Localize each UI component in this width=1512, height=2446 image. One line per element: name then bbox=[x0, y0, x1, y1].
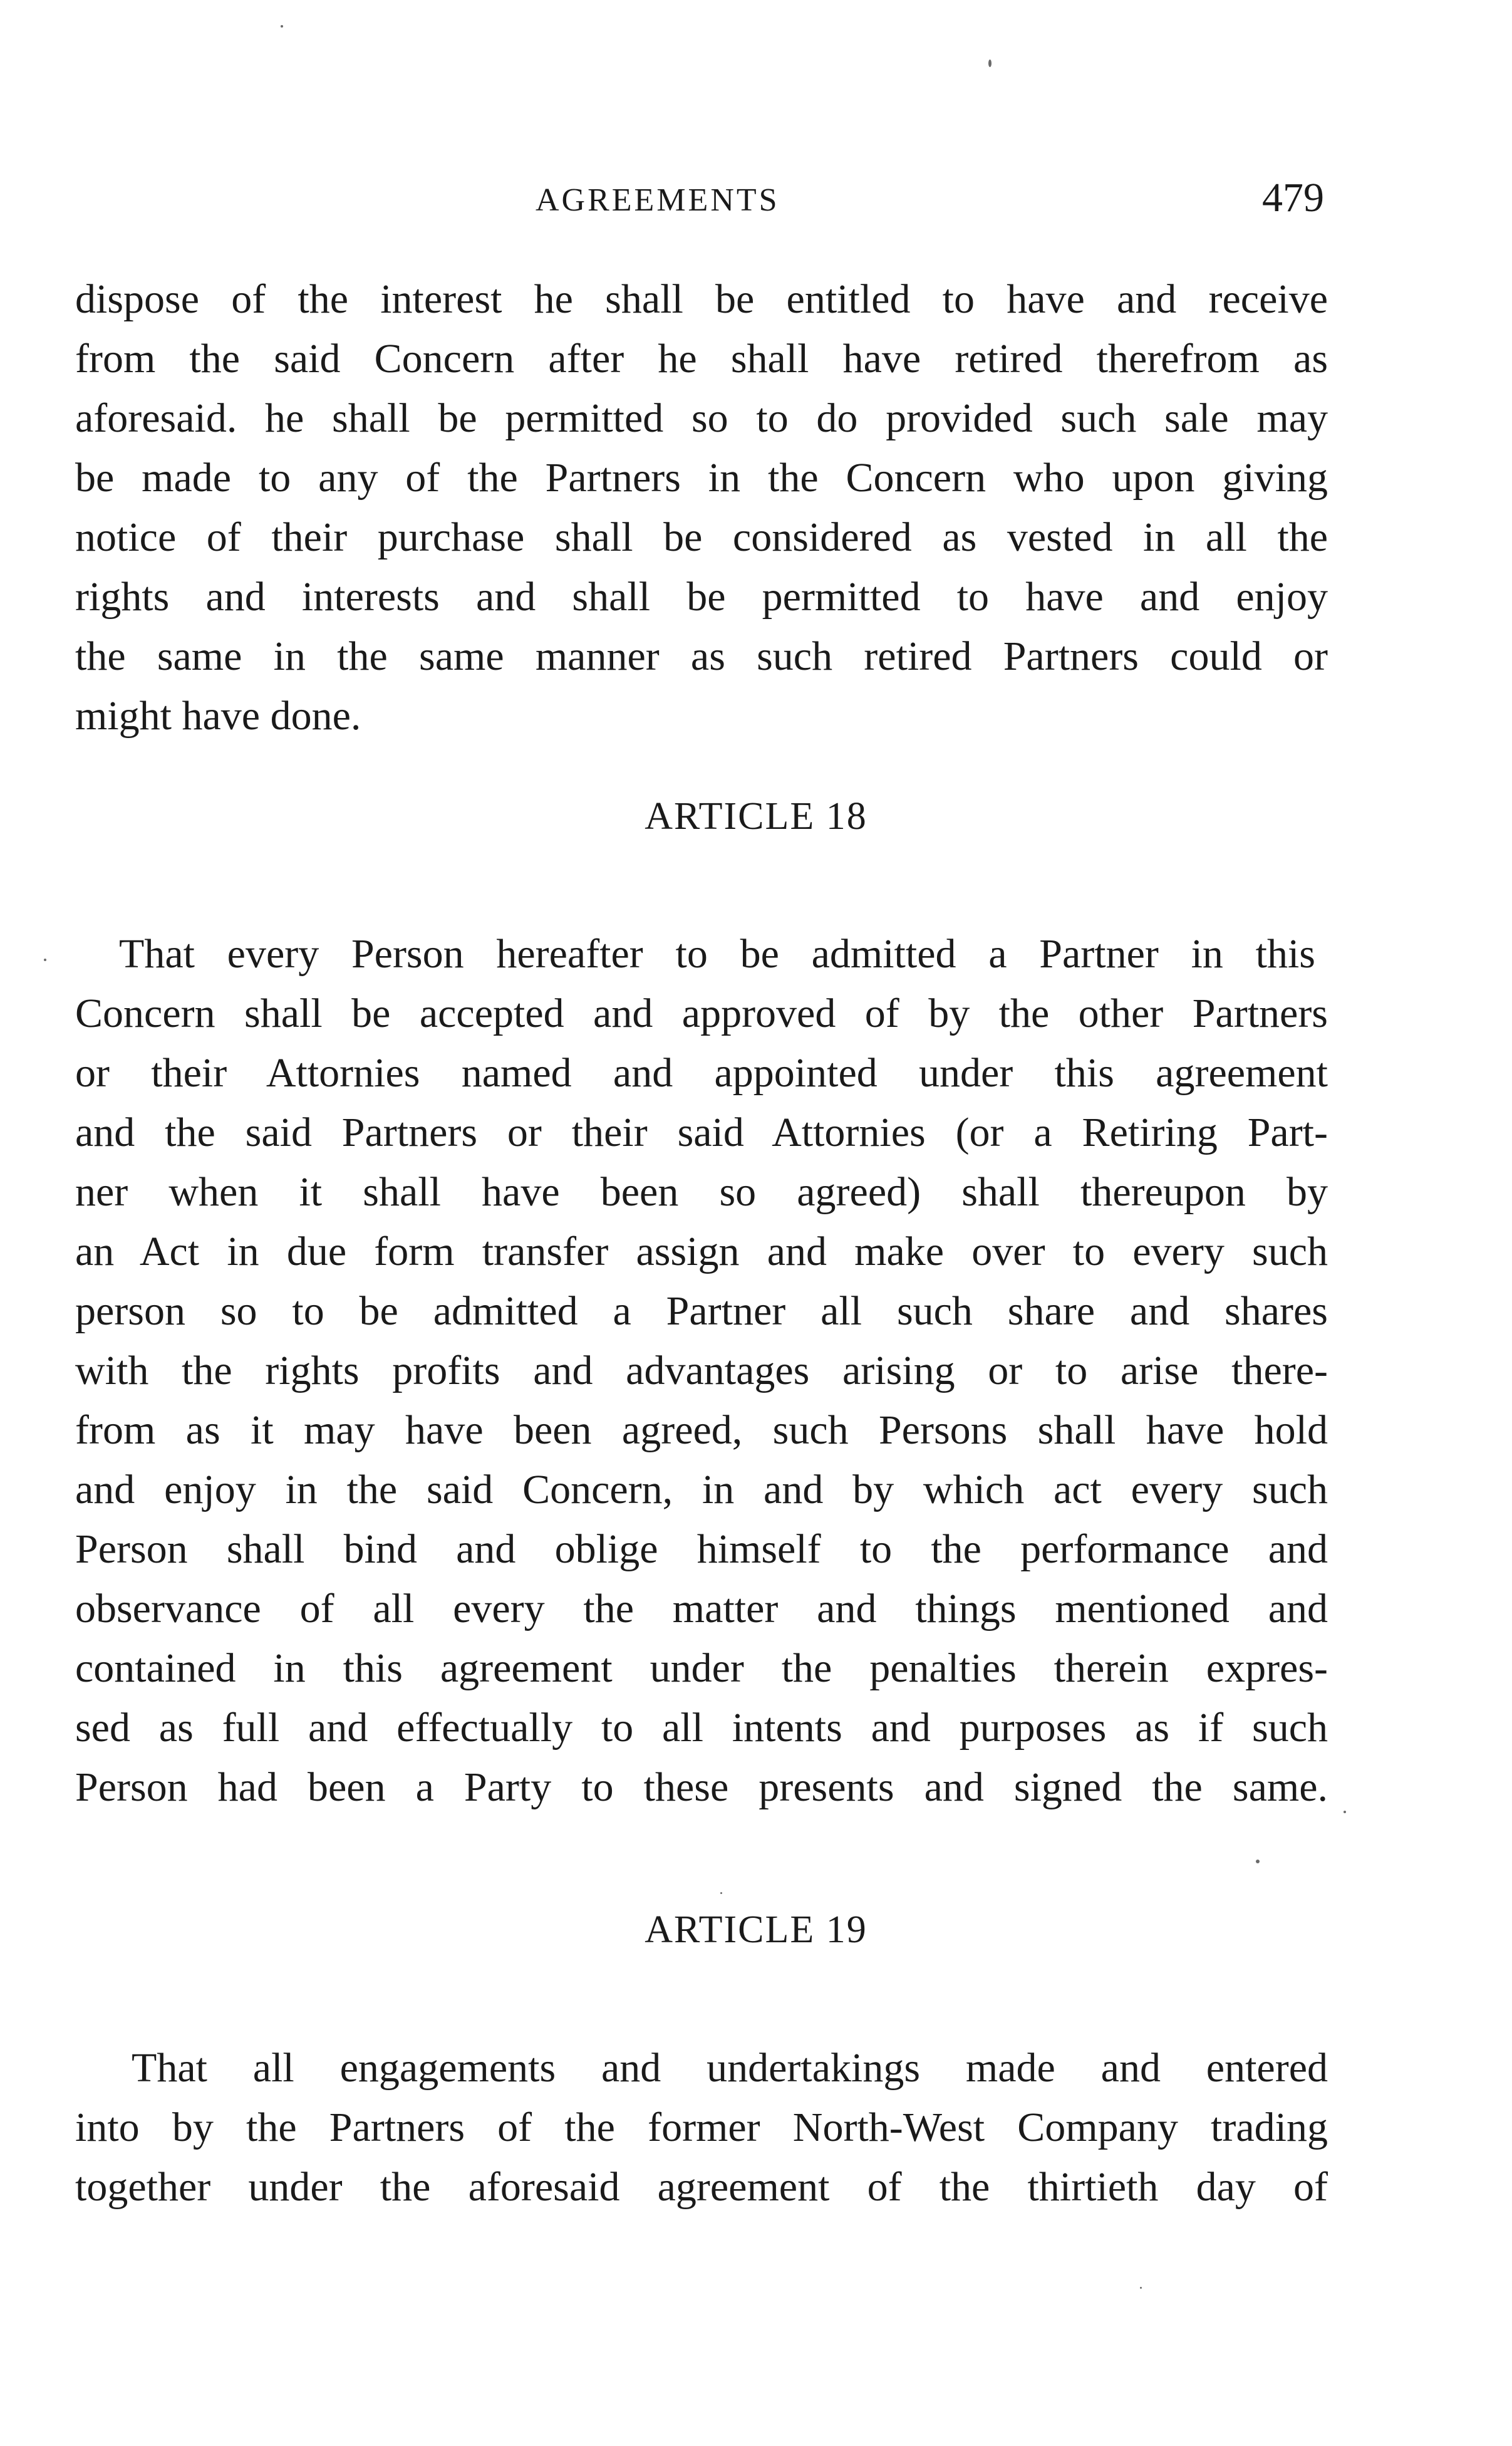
text-line: into by the Partners of the former North-West Company trading bbox=[75, 2105, 1328, 2150]
text-line: aforesaid. he shall be permitted so to do provided such sale may bbox=[75, 395, 1328, 441]
article-18-heading: ARTICLE 18 bbox=[645, 795, 867, 838]
text-line: dispose of the interest he shall be entitled to have and receive bbox=[75, 276, 1328, 322]
text-line: That all engagements and undertakings made and entered bbox=[132, 2045, 1328, 2091]
scan-speck bbox=[1344, 1811, 1346, 1813]
text-line: rights and interests and shall be permitted to have and enjoy bbox=[75, 574, 1328, 620]
article-19-heading: ARTICLE 19 bbox=[645, 1908, 867, 1951]
text-line: Concern shall be accepted and approved of by the other Partners bbox=[75, 991, 1328, 1036]
scan-speck bbox=[720, 1892, 722, 1894]
scan-speck bbox=[988, 60, 992, 67]
text-line: and the said Partners or their said Attornies (or a Retiring Part- bbox=[75, 1110, 1328, 1155]
text-line: might have done. bbox=[75, 693, 361, 739]
text-line: sed as full and effectually to all intents and purposes as if such bbox=[75, 1705, 1328, 1751]
text-line: Person had been a Party to these presents and signed the same. bbox=[75, 1764, 1328, 1810]
text-line: or their Attornies named and appointed under this agreement bbox=[75, 1050, 1328, 1096]
text-line: Person shall bind and oblige himself to the performance and bbox=[75, 1526, 1328, 1572]
text-line: observance of all every the matter and things mentioned and bbox=[75, 1586, 1328, 1632]
scan-speck bbox=[44, 959, 46, 961]
text-line: ner when it shall have been so agreed) shall thereupon by bbox=[75, 1169, 1328, 1215]
scan-speck bbox=[281, 25, 283, 28]
text-line: from as it may have been agreed, such Persons shall have hold bbox=[75, 1407, 1328, 1453]
text-line: together under the aforesaid agreement of the thirtieth day of bbox=[75, 2164, 1328, 2210]
text-line: an Act in due form transfer assign and make over to every such bbox=[75, 1229, 1328, 1274]
text-line: the same in the same manner as such retired Partners could or bbox=[75, 633, 1328, 679]
text-line: with the rights profits and advantages arising or to arise there- bbox=[75, 1348, 1328, 1393]
text-line: person so to be admitted a Partner all such share and shares bbox=[75, 1288, 1328, 1334]
text-line: contained in this agreement under the penalties therein expres- bbox=[75, 1645, 1328, 1691]
page-number: 479 bbox=[1262, 175, 1324, 221]
text-line: notice of their purchase shall be considered as vested in all the bbox=[75, 514, 1328, 560]
scan-speck bbox=[1256, 1860, 1260, 1863]
running-head: AGREEMENTS bbox=[536, 182, 780, 218]
text-line: and enjoy in the said Concern, in and by which act every such bbox=[75, 1467, 1328, 1512]
text-line: That every Person hereafter to be admitted a Partner in this bbox=[119, 931, 1315, 977]
scan-speck bbox=[1140, 2287, 1142, 2289]
text-line: from the said Concern after he shall have retired therefrom as bbox=[75, 336, 1328, 382]
text-line: be made to any of the Partners in the Concern who upon giving bbox=[75, 455, 1328, 501]
